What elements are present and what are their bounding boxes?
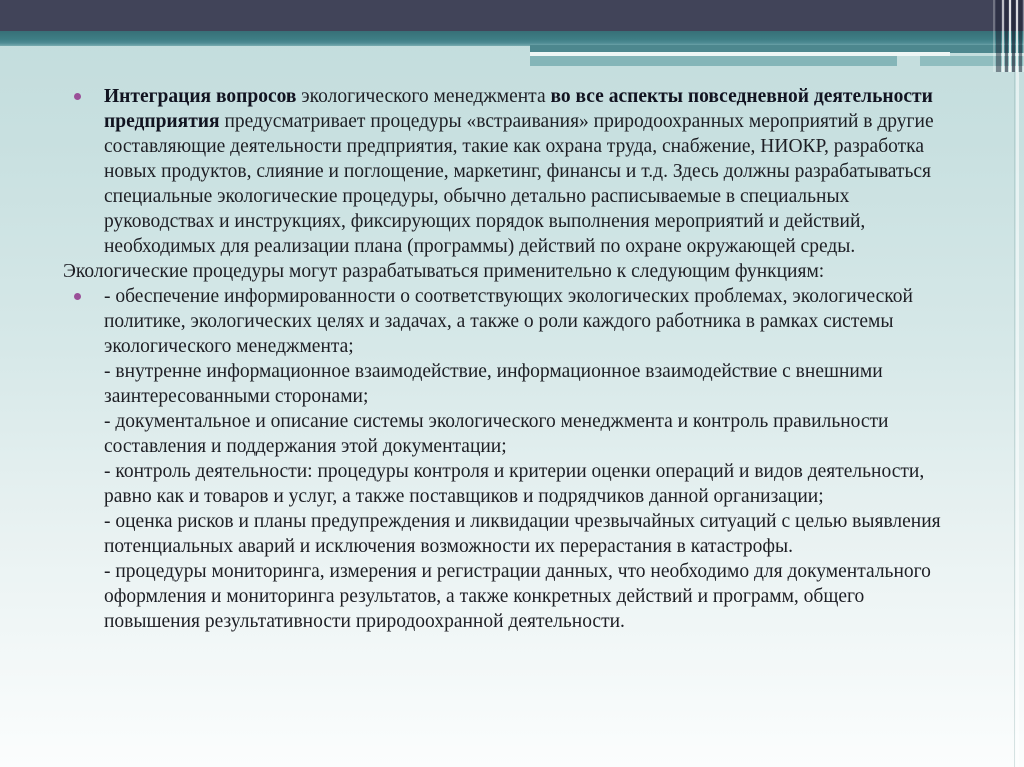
text-line: - внутренне информационное взаимодействие, информационное взаимодействие с внешними заинтересованными сторонами; xyxy=(104,361,883,407)
top-bar-dark xyxy=(0,0,1024,31)
top-bar-teal xyxy=(0,31,1024,46)
bold-text-segment: Интеграция вопросов xyxy=(104,86,297,107)
bullet-item xyxy=(63,84,955,259)
text-line: - процедуры мониторинга, измерения и регистрации данных, что необходимо для документального оформления и мониторинга результатов, а также конкретных действий и программ, общего повышения результативности природоохранной деятельности. xyxy=(104,561,931,632)
text-line: - оценка рисков и планы предупреждения и ликвидации чрезвычайных ситуаций с целью выявления потенциальных аварий и исключения возможности их перерастания в катастрофы. xyxy=(104,511,941,557)
right-edge-highlight xyxy=(1016,72,1019,767)
bullet-item xyxy=(63,284,955,634)
text-segment: экологического менеджмента xyxy=(296,86,551,107)
text-line: - обеспечение информированности о соответствующих экологических проблемах, экологической политике, экологических целях и задачах, а также о роли каждого работника в рамках системы экологического менеджмента; xyxy=(104,286,913,357)
text-line: - документальное и описание системы экологического менеджмента и контроль правильности составления и поддержания этой документации; xyxy=(104,411,889,457)
teal-band-right xyxy=(920,56,1024,66)
bullet-dot-icon xyxy=(74,293,81,300)
text-line: - контроль деятельности: процедуры контроля и критерии оценки операций и видов деятельности, равно как и товаров и услуг, а также поставщиков и подрядчиков данной организации; xyxy=(104,461,925,507)
text-content xyxy=(104,84,955,259)
text-content: Экологические процедуры могут разрабатываться применительно к следующим функциям: xyxy=(63,261,825,282)
teal-band-left xyxy=(530,56,897,66)
bold-text-segment: во все аспекты повседневной деятельности предприятия xyxy=(104,86,933,132)
text-content xyxy=(104,284,955,634)
right-edge-line xyxy=(1014,72,1015,767)
text-segment: предусматривает процедуры «встраивания» природоохранных мероприятий в другие составляющие деятельности предприятия, такие как охрана труда, снабжение, НИОКР, разработка новых продуктов, слияние и поглощение, маркетинг, финансы и т.д. Здесь должны разрабатываться специальные экологические процедуры, обычно детально расписываемые в специальных руководствах и инструкциях, фиксирующих порядок выполнения мероприятий и действий, необходимых для реализации плана (программы) действий по охране окружающей среды. xyxy=(104,111,934,257)
paragraph xyxy=(63,259,955,284)
slide-body xyxy=(63,84,955,634)
bullet-dot-icon xyxy=(74,93,81,100)
